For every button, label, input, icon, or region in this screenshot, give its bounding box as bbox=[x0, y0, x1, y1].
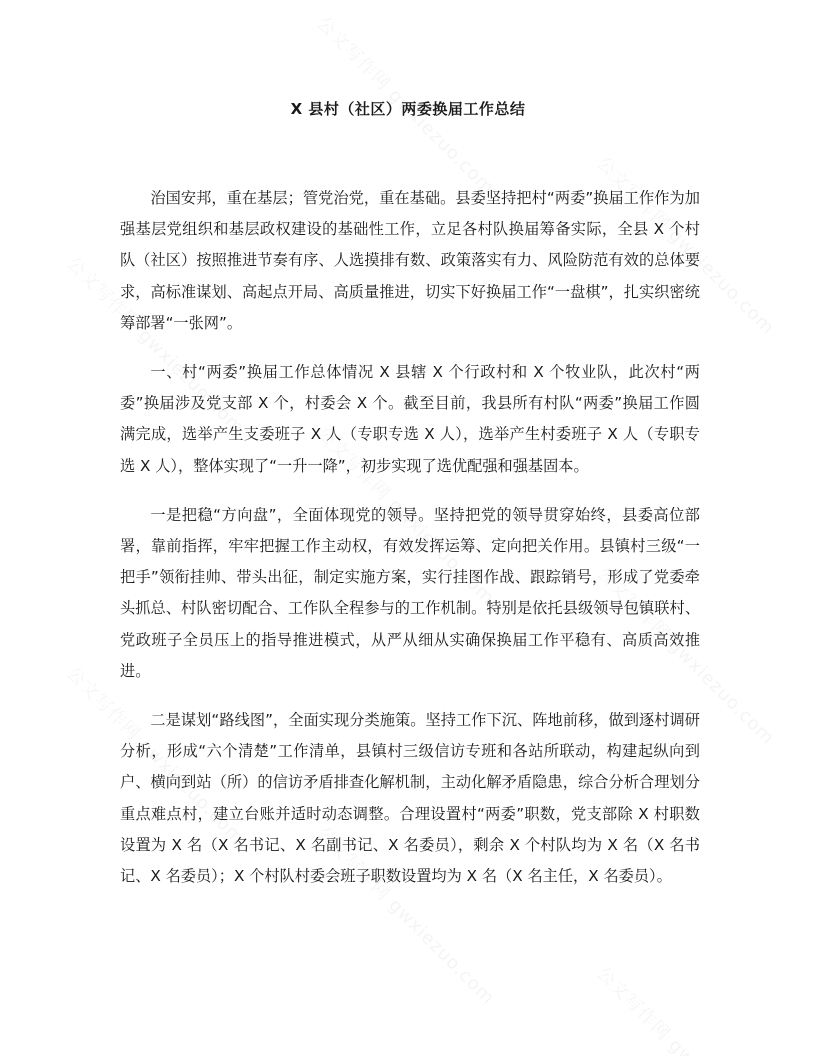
body-paragraph: 二是谋划“路线图”，全面实现分类施策。坚持工作下沉、阵地前移，做到逐村调研分析，形成“六个清楚”工作清单，县镇村三级信访专班和各站所联动，构建起纵向到户、横向到站（所）的信访矛盾排查化解机制，主动化解矛盾隐患，综合分析合理划分重点难点村，建立台账并适时动态调整。合理设置村“两委”职数，党支部除 X 村职数设置为 X 名（X 名书记、X 名副书记、X 名委员），剩余 X 个村队均为 X 名（X 名书记、X 名委员）；X 个村队村委会班子职数设置均为 X 名（X 名主任，X 名委员）。 bbox=[120, 711, 700, 886]
body-paragraph: 治国安邦，重在基层；管党治党，重在基础。县委坚持把村“两委”换届工作作为加强基层党组织和基层政权建设的基础性工作，立足各村队换届筹备实际，全县 X 个村队（社区）按照推进节奏有序、人选摸排有数、政策落实有力、风险防范有效的总体要求，高标准谋划、高起点开局、高质量推进，切实下好换届工作“一盘棋”，扎实织密统筹部署“一张网”。 bbox=[120, 189, 700, 332]
body-paragraph: 一是把稳“方向盘”，全面体现党的领导。坚持把党的领导贯穿始终，县委高位部署，靠前指挥，牢牢把握工作主动权，有效发挥运筹、定向把关作用。县镇村三级“一把手”领衔挂帅、带头出征，制定实施方案，实行挂图作战、跟踪销号，形成了党委牵头抓总、村队密切配合、工作队全程参与的工作机制。特别是依托县级领导包镇联村、党政班子全员压上的指导推进模式，从严从细从实确保换届工作平稳有、高质高效推进。 bbox=[120, 505, 700, 680]
document-title: X 县村（社区）两委换届工作总结 bbox=[290, 100, 526, 118]
watermark-text bbox=[592, 960, 782, 1056]
body-paragraph: 一、村“两委”换届工作总体情况 X 县辖 X 个行政村和 X 个牧业队，此次村“两委”换届涉及党支部 X 个，村委会 X 个。截至目前，我县所有村队“两委”换届工作圆满完成，选举产生支委班子 X 人（专职专选 X 人），选举产生村委班子 X 人（专职专选 X 人），整体实现了“一升一降”，初步实现了选优配强和强基固本。 bbox=[120, 363, 700, 475]
document-body bbox=[120, 183, 700, 910]
